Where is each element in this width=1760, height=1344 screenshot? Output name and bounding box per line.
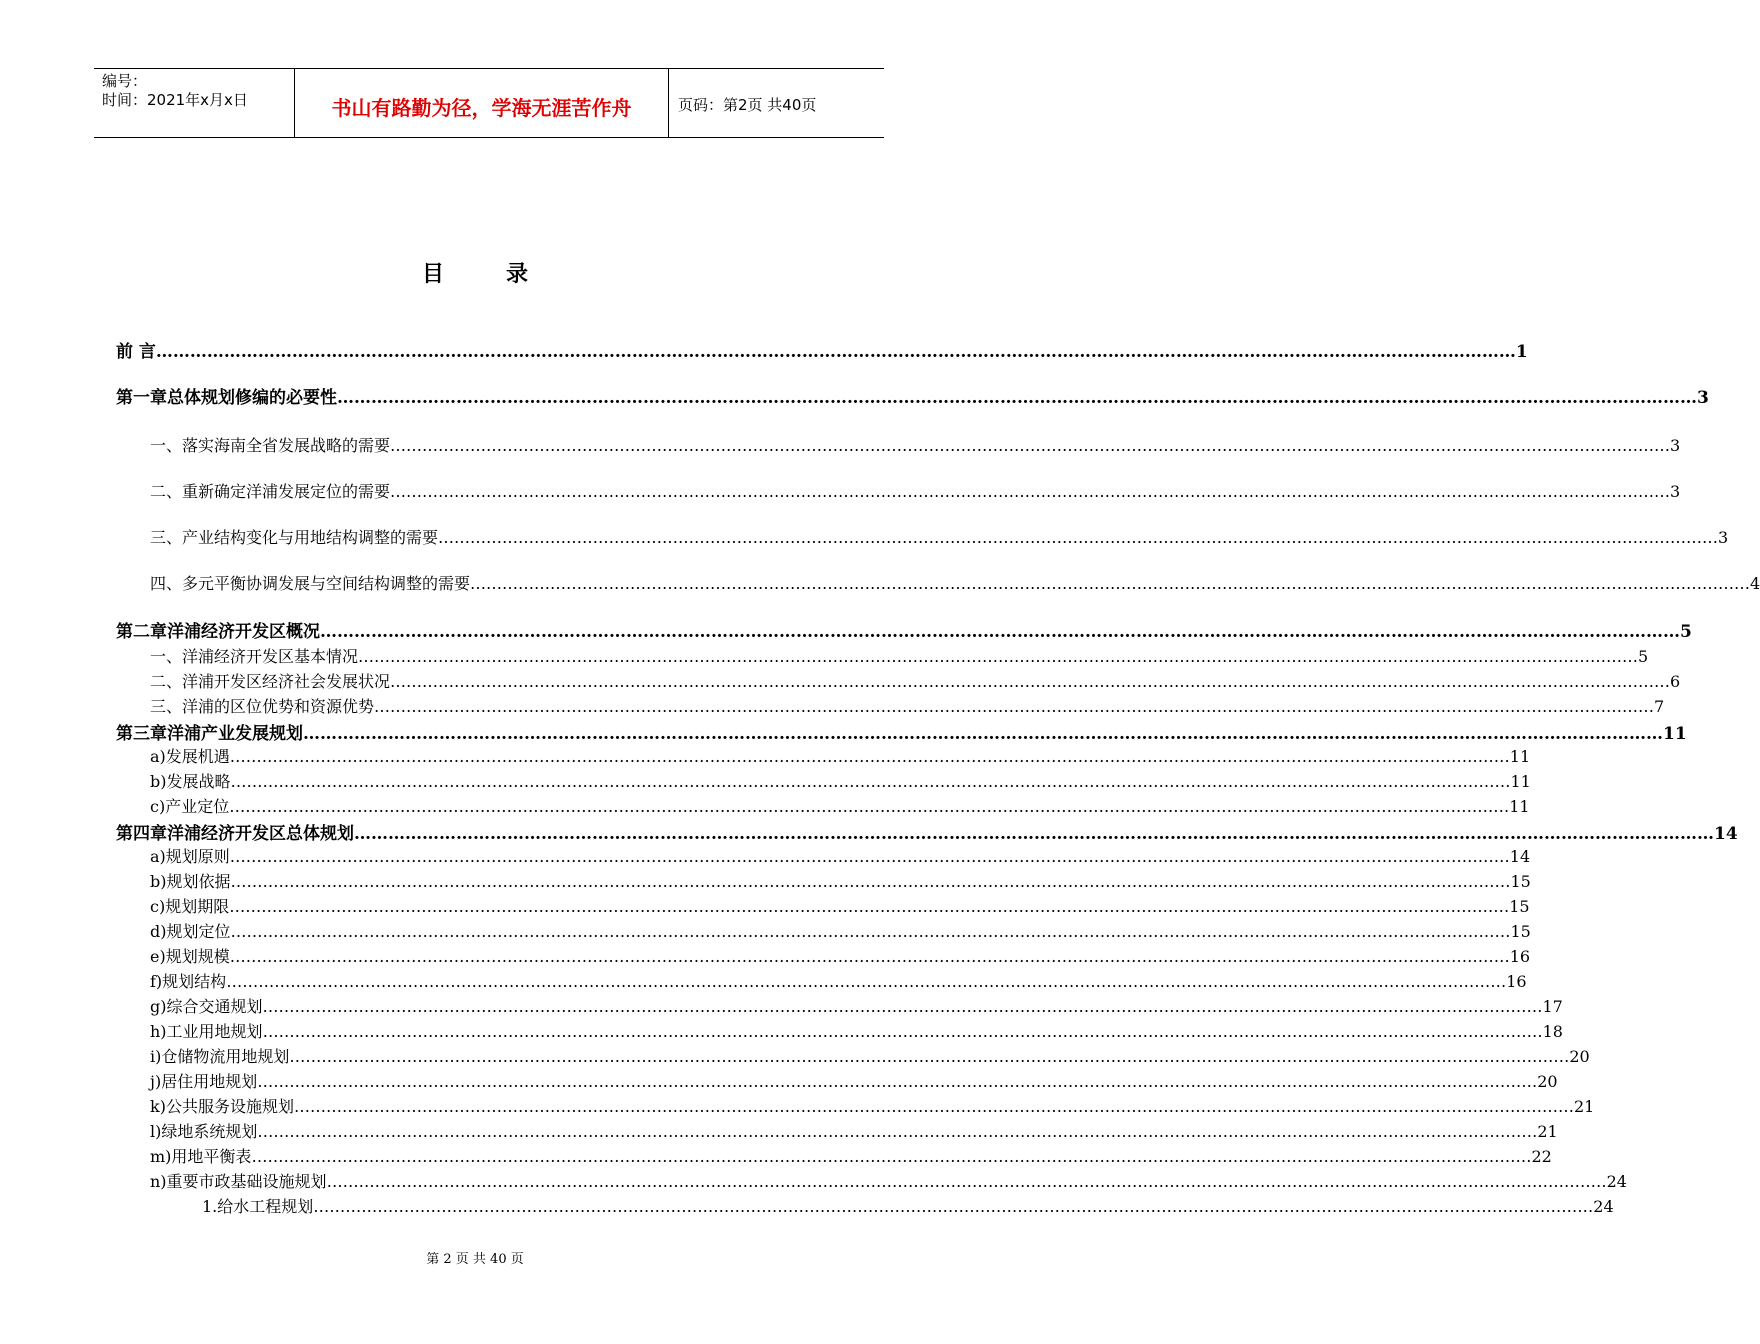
toc-leader-dots: …………………………………………………………………………………………………………………………………………………………………………………………………………………… bbox=[303, 724, 1663, 744]
toc-entry-title: 规划原则 bbox=[165, 847, 230, 866]
toc-leader-dots: …………………………………………………………………………………………………………………………………………………………………………………………………………………… bbox=[257, 1072, 1538, 1091]
toc-leader-dots: …………………………………………………………………………………………………………………………………………………………………………………………………………………… bbox=[229, 947, 1510, 966]
page-footer: 第 2 页 共 40 页 bbox=[426, 1252, 524, 1267]
toc-leader-dots: …………………………………………………………………………………………………………………………………………………………………………………………………………………… bbox=[326, 1172, 1607, 1191]
toc-entry-page: 3 bbox=[1670, 482, 1681, 501]
toc-leader-dots: …………………………………………………………………………………………………………………………………………………………………………………………………………………… bbox=[313, 1197, 1594, 1216]
toc-entry[interactable] bbox=[116, 337, 1528, 362]
toc-entry[interactable] bbox=[150, 1019, 1563, 1043]
toc-entry[interactable] bbox=[116, 383, 1709, 408]
toc-entry-number: g) bbox=[150, 997, 167, 1016]
toc-entry-number: k) bbox=[150, 1097, 166, 1116]
toc-entry-number: c) bbox=[150, 797, 166, 816]
toc-entry-page: 22 bbox=[1531, 1147, 1552, 1166]
toc-entry-page: 11 bbox=[1509, 747, 1531, 766]
toc-entry-page: 18 bbox=[1542, 1022, 1563, 1041]
toc-leader-dots: …………………………………………………………………………………………………………………………………………………………………………………………………………………… bbox=[229, 897, 1510, 916]
toc-leader-dots: …………………………………………………………………………………………………………………………………………………………………………………………………………………… bbox=[374, 697, 1655, 716]
toc-leader-dots: …………………………………………………………………………………………………………………………………………………………………………………………………………………… bbox=[257, 1122, 1538, 1141]
toc-entry-title: 总体规划修编的必要性 bbox=[167, 388, 337, 408]
toc-entry-title: 洋浦的区位优势和资源优势 bbox=[182, 697, 375, 716]
toc-entry-title: 洋浦开发区经济社会发展状况 bbox=[182, 672, 391, 691]
page-label: 页码：第2页 共40页 bbox=[678, 96, 817, 114]
toc-entry[interactable] bbox=[150, 1094, 1595, 1118]
toc-entry[interactable] bbox=[150, 479, 1681, 503]
toc-entry-page: 11 bbox=[1509, 797, 1530, 816]
toc-entry-number: c) bbox=[150, 897, 166, 916]
toc-entry[interactable] bbox=[202, 1194, 1614, 1218]
toc-entry[interactable] bbox=[150, 433, 1681, 457]
toc-leader-dots: …………………………………………………………………………………………………………………………………………………………………………………………………………………… bbox=[358, 647, 1639, 666]
toc-entry-title: 产业结构变化与用地结构调整的需要 bbox=[182, 528, 439, 547]
toc-entry-title: 公共服务设施规划 bbox=[165, 1097, 294, 1116]
code-label: 编号： bbox=[102, 72, 148, 90]
toc-entry-title: 多元平衡协调发展与空间结构调整的需要 bbox=[182, 574, 471, 593]
toc-entry-page: 1 bbox=[1515, 342, 1528, 362]
toc-entry-title: 仓储物流用地规划 bbox=[161, 1047, 290, 1066]
toc-entry-title: 落实海南全省发展战略的需要 bbox=[182, 436, 391, 455]
toc-entry-number: a) bbox=[150, 747, 166, 766]
toc-entry-page: 6 bbox=[1670, 672, 1681, 691]
toc-entry-page: 15 bbox=[1510, 922, 1531, 941]
toc-leader-dots: …………………………………………………………………………………………………………………………………………………………………………………………………………………… bbox=[229, 797, 1510, 816]
toc-entry-number: 三、 bbox=[150, 528, 183, 547]
toc-entry[interactable] bbox=[116, 617, 1692, 642]
toc-leader-dots: …………………………………………………………………………………………………………………………………………………………………………………………………………………… bbox=[251, 1147, 1532, 1166]
toc-entry-page: 3 bbox=[1697, 388, 1709, 408]
toc-entry-title: 洋浦经济开发区概况 bbox=[167, 622, 320, 642]
toc-entry-page: 14 bbox=[1509, 847, 1531, 866]
toc-entry-title: 产业定位 bbox=[165, 797, 230, 816]
toc-entry-title: 工业用地规划 bbox=[166, 1022, 263, 1041]
toc-entry[interactable] bbox=[150, 525, 1729, 549]
toc-entry-number: l) bbox=[150, 1122, 162, 1141]
toc-leader-dots: …………………………………………………………………………………………………………………………………………………………………………………………………………………… bbox=[229, 847, 1510, 866]
toc-entry-number: b) bbox=[150, 772, 167, 791]
toc-entry[interactable] bbox=[150, 969, 1527, 993]
toc-entry-title: 洋浦经济开发区总体规划 bbox=[167, 824, 354, 844]
toc-entry-title: 洋浦产业发展规划 bbox=[167, 724, 303, 744]
toc-entry-page: 11 bbox=[1663, 724, 1687, 744]
toc-entry-page: 11 bbox=[1510, 772, 1531, 791]
toc-leader-dots: …………………………………………………………………………………………………………………………………………………………………………………………………………………… bbox=[390, 436, 1671, 455]
toc-entry-title: 给水工程规划 bbox=[217, 1197, 314, 1216]
toc-entry-number: 二、 bbox=[150, 482, 183, 501]
toc-leader-dots: …………………………………………………………………………………………………………………………………………………………………………………………………………………… bbox=[470, 574, 1751, 593]
toc-entry-number: d) bbox=[150, 922, 167, 941]
toc-entry[interactable] bbox=[150, 794, 1530, 818]
toc-entry-title: 重要市政基础设施规划 bbox=[166, 1172, 327, 1191]
toc-leader-dots: …………………………………………………………………………………………………………………………………………………………………………………………………………………… bbox=[229, 747, 1510, 766]
toc-entry[interactable] bbox=[150, 769, 1531, 793]
toc-entry-number: 前 言 bbox=[116, 342, 156, 362]
toc-entry-page: 16 bbox=[1509, 947, 1531, 966]
time-label: 时间：2021年x月x日 bbox=[102, 91, 248, 109]
toc-entry-number: n) bbox=[150, 1172, 167, 1191]
toc-entry[interactable] bbox=[150, 1119, 1558, 1143]
toc-entry-title: 用地平衡表 bbox=[171, 1147, 252, 1166]
toc-entry-page: 5 bbox=[1680, 622, 1692, 642]
toc-entry-number: j) bbox=[150, 1072, 162, 1091]
toc-entry-page: 17 bbox=[1542, 997, 1563, 1016]
toc-entry-number: m) bbox=[150, 1147, 172, 1166]
toc-entry-page: 4 bbox=[1750, 574, 1760, 593]
toc-entry-number: 第三章 bbox=[116, 724, 167, 744]
toc-entry-number: e) bbox=[150, 947, 166, 966]
toc-entry-number: b) bbox=[150, 872, 167, 891]
toc-entry-title: 洋浦经济开发区基本情况 bbox=[182, 647, 359, 666]
toc-entry[interactable] bbox=[150, 894, 1530, 918]
toc-entry-number: f) bbox=[150, 972, 163, 991]
motto: 书山有路勤为径，学海无涯苦作舟 bbox=[331, 96, 632, 120]
toc-entry[interactable] bbox=[150, 944, 1531, 968]
toc-entry[interactable] bbox=[150, 1069, 1558, 1093]
toc-leader-dots: …………………………………………………………………………………………………………………………………………………………………………………………………………………… bbox=[262, 997, 1543, 1016]
toc-entry-title: 发展机遇 bbox=[165, 747, 230, 766]
toc-entry-page: 7 bbox=[1654, 697, 1665, 716]
toc-leader-dots: …………………………………………………………………………………………………………………………………………………………………………………………………………………… bbox=[320, 622, 1680, 642]
toc-entry-title: 重新确定洋浦发展定位的需要 bbox=[182, 482, 391, 501]
toc-entry-title: 绿地系统规划 bbox=[161, 1122, 258, 1141]
toc-entry[interactable] bbox=[150, 1144, 1552, 1168]
toc-leader-dots: …………………………………………………………………………………………………………………………………………………………………………………………………………………… bbox=[230, 872, 1511, 891]
toc-entry-number: 一、 bbox=[150, 647, 183, 666]
toc-entry-page: 15 bbox=[1509, 897, 1530, 916]
toc-leader-dots: …………………………………………………………………………………………………………………………………………………………………………………………………………………… bbox=[390, 672, 1671, 691]
toc-entry[interactable] bbox=[150, 1169, 1627, 1193]
toc-entry[interactable] bbox=[150, 644, 1649, 668]
toc-entry-page: 24 bbox=[1593, 1197, 1614, 1216]
toc-entry-number: h) bbox=[150, 1022, 167, 1041]
toc-entry-page: 16 bbox=[1506, 972, 1527, 991]
toc-leader-dots: …………………………………………………………………………………………………………………………………………………………………………………………………………………… bbox=[226, 972, 1507, 991]
toc-entry-title: 规划期限 bbox=[165, 897, 230, 916]
toc-leader-dots: …………………………………………………………………………………………………………………………………………………………………………………………………………………… bbox=[438, 528, 1719, 547]
toc-leader-dots: …………………………………………………………………………………………………………………………………………………………………………………………………………………… bbox=[262, 1022, 1543, 1041]
toc-entry-number: 第二章 bbox=[116, 622, 167, 642]
toc-entry-page: 3 bbox=[1718, 528, 1729, 547]
toc-entry[interactable] bbox=[150, 844, 1531, 868]
toc-entry[interactable] bbox=[150, 744, 1531, 768]
toc-leader-dots: …………………………………………………………………………………………………………………………………………………………………………………………………………………… bbox=[289, 1047, 1570, 1066]
toc-entry-title: 规划依据 bbox=[166, 872, 231, 891]
toc-entry-number: i) bbox=[150, 1047, 162, 1066]
toc-entry[interactable] bbox=[116, 819, 1738, 844]
toc-entry-title: 发展战略 bbox=[166, 772, 231, 791]
toc-leader-dots: …………………………………………………………………………………………………………………………………………………………………………………………………………………… bbox=[230, 772, 1511, 791]
toc-entry-number: 第一章 bbox=[116, 388, 167, 408]
toc-entry-number: 三、 bbox=[150, 697, 183, 716]
toc-entry-page: 20 bbox=[1537, 1072, 1558, 1091]
toc-entry-title: 规划结构 bbox=[162, 972, 227, 991]
toc-leader-dots: …………………………………………………………………………………………………………………………………………………………………………………………………………………… bbox=[337, 388, 1697, 408]
toc-entry[interactable] bbox=[150, 571, 1760, 595]
toc-entry-title: 规划定位 bbox=[166, 922, 231, 941]
toc-entry-number: 二、 bbox=[150, 672, 183, 691]
toc-title: 目录 bbox=[421, 261, 590, 287]
toc-entry[interactable] bbox=[116, 719, 1687, 744]
toc-entry-number: 四、 bbox=[150, 574, 183, 593]
toc-entry-number: 第四章 bbox=[116, 824, 167, 844]
toc-entry-title: 综合交通规划 bbox=[166, 997, 263, 1016]
toc-entry-title: 居住用地规划 bbox=[161, 1072, 258, 1091]
toc-entry[interactable] bbox=[150, 919, 1531, 943]
toc-leader-dots: …………………………………………………………………………………………………………………………………………………………………………………………………………………… bbox=[354, 824, 1714, 844]
toc-leader-dots: …………………………………………………………………………………………………………………………………………………………………………………………………………………… bbox=[390, 482, 1671, 501]
toc-entry-page: 20 bbox=[1569, 1047, 1590, 1066]
toc-entry-number: 一、 bbox=[150, 436, 183, 455]
toc-entry-page: 21 bbox=[1573, 1097, 1595, 1116]
toc-entry-page: 3 bbox=[1670, 436, 1681, 455]
toc-entry-page: 24 bbox=[1606, 1172, 1627, 1191]
toc-entry-page: 15 bbox=[1510, 872, 1531, 891]
toc-entry-page: 5 bbox=[1638, 647, 1649, 666]
toc-entry-number: 1. bbox=[202, 1197, 218, 1216]
toc-entry[interactable] bbox=[150, 694, 1665, 718]
toc-entry-title: 规划规模 bbox=[165, 947, 230, 966]
toc-leader-dots: …………………………………………………………………………………………………………………………………………………………………………………………………………………… bbox=[230, 922, 1511, 941]
toc-entry[interactable] bbox=[150, 994, 1563, 1018]
toc-leader-dots: …………………………………………………………………………………………………………………………………………………………………………………………………………………… bbox=[155, 342, 1516, 362]
toc-entry[interactable] bbox=[150, 869, 1531, 893]
toc-entry-page: 14 bbox=[1714, 824, 1738, 844]
toc-leader-dots: …………………………………………………………………………………………………………………………………………………………………………………………………………………… bbox=[293, 1097, 1574, 1116]
toc-entry-page: 21 bbox=[1537, 1122, 1558, 1141]
toc-entry-number: a) bbox=[150, 847, 166, 866]
toc-entry[interactable] bbox=[150, 1044, 1590, 1068]
toc-entry[interactable] bbox=[150, 669, 1681, 693]
